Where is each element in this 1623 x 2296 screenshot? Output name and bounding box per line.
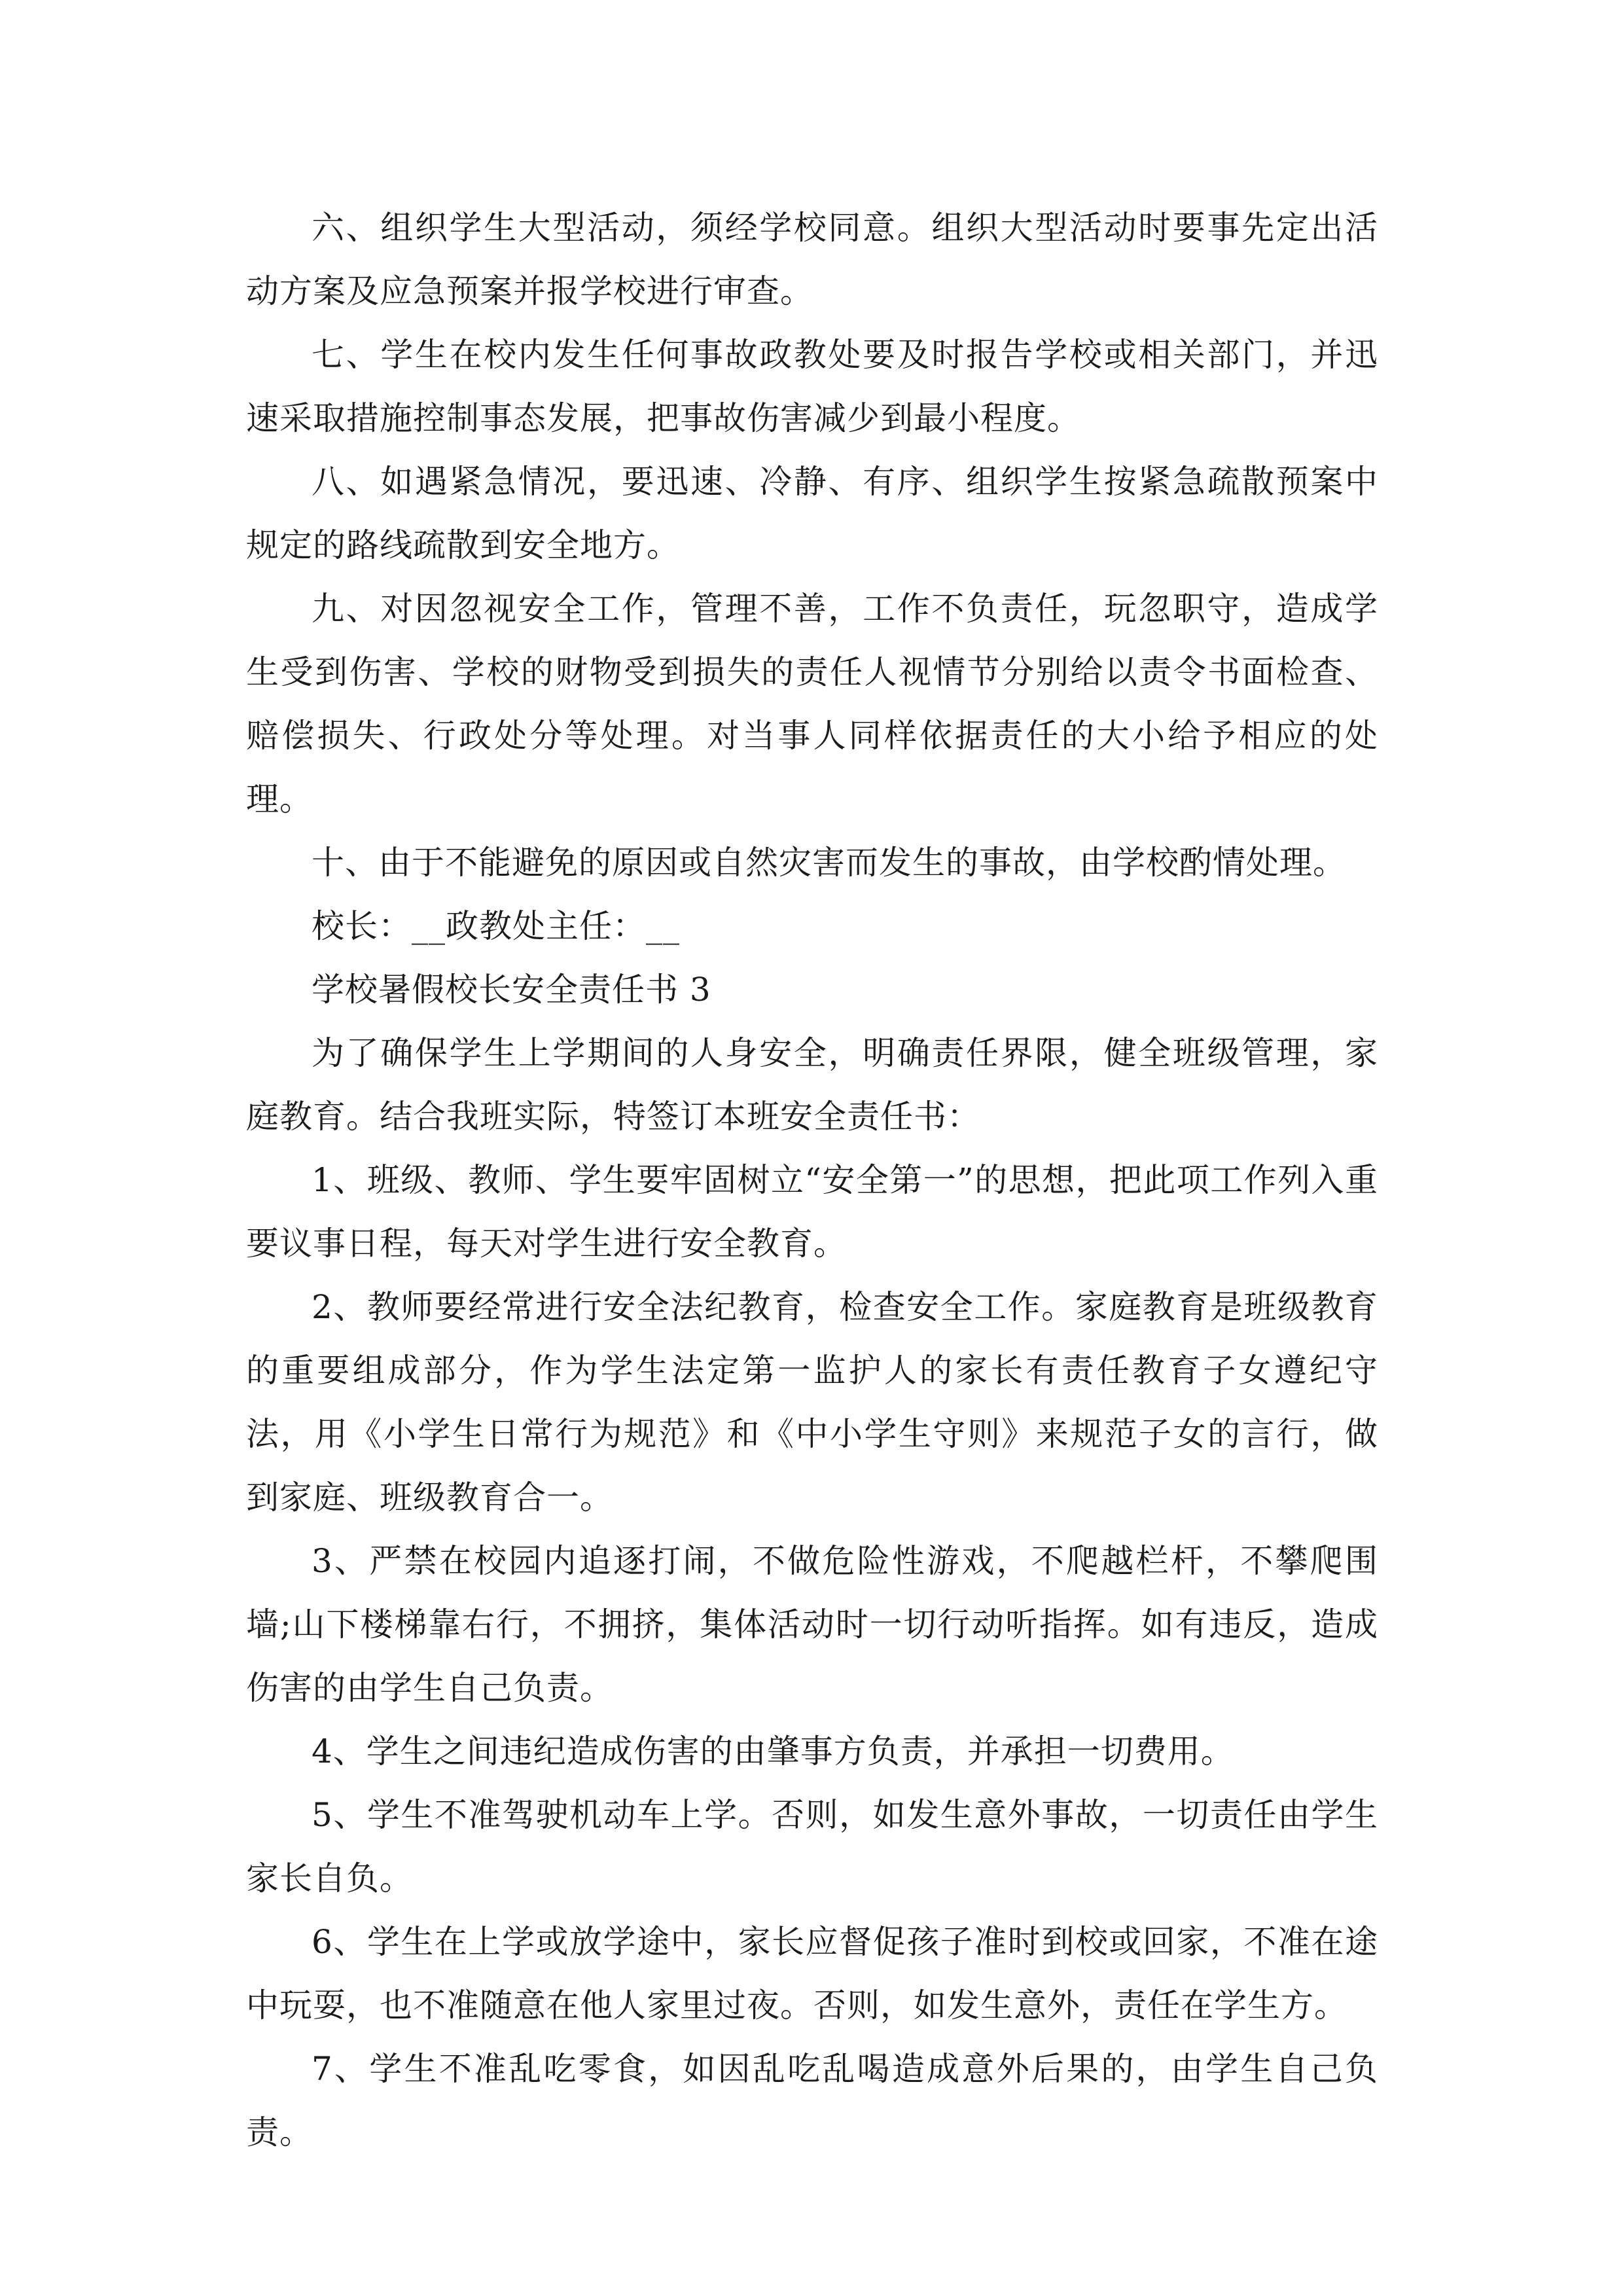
list-item-7: 7、学生不准乱吃零食，如因乱吃乱喝造成意外后果的，由学生自己负责。 (246, 2050, 1378, 2151)
list-item-3: 3、严禁在校园内追逐打闹，不做危险性游戏，不爬越栏杆，不攀爬围墙;山下楼梯靠右行，不拥挤，集体活动时一切行动听指挥。如有违反，造成伤害的由学生自己负责。 (246, 1542, 1378, 1707)
list-item-5: 5、学生不准驾驶机动车上学。否则，如发生意外事故，一切责任由学生家长自负。 (246, 1796, 1378, 1897)
list-item-4: 4、学生之间违纪造成伤害的由肇事方负责，并承担一切费用。 (312, 1732, 1234, 1770)
signature-line: 校长：__政教处主任：__ (312, 907, 680, 945)
section-title: 学校暑假校长安全责任书 3 (312, 971, 711, 1009)
list-item-6: 6、学生在上学或放学途中，家长应督促孩子准时到校或回家，不准在途中玩耍，也不准随意在他人家里过夜。否则，如发生意外，责任在学生方。 (246, 1923, 1378, 2024)
document-body (246, 196, 1378, 2164)
paragraph-item-9: 九、对因忽视安全工作，管理不善，工作不负责任，玩忽职守，造成学生受到伤害、学校的财物受到损失的责任人视情节分别给以责令书面检查、赔偿损失、行政处分等处理。对当事人同样依据责任的大小给予相应的处理。 (246, 590, 1378, 818)
paragraph-item-7: 七、学生在校内发生任何事故政教处要及时报告学校或相关部门，并迅速采取措施控制事态发展，把事故伤害减少到最小程度。 (246, 336, 1378, 437)
paragraph-item-10: 十、由于不能避免的原因或自然灾害而发生的事故，由学校酌情处理。 (312, 844, 1346, 882)
paragraph-item-8: 八、如遇紧急情况，要迅速、冷静、有序、组织学生按紧急疏散预案中规定的路线疏散到安全地方。 (246, 463, 1378, 564)
paragraph-item-6: 六、组织学生大型活动，须经学校同意。组织大型活动时要事先定出活动方案及应急预案并报学校进行审查。 (246, 209, 1378, 310)
intro-paragraph: 为了确保学生上学期间的人身安全，明确责任界限，健全班级管理，家庭教育。结合我班实际，特签订本班安全责任书： (246, 1034, 1378, 1136)
list-item-2: 2、教师要经常进行安全法纪教育，检查安全工作。家庭教育是班级教育的重要组成部分，作为学生法定第一监护人的家长有责任教育子女遵纪守法，用《小学生日常行为规范》和《中小学生守则》来规范子女的言行，做到家庭、班级教育合一。 (246, 1288, 1378, 1516)
list-item-1: 1、班级、教师、学生要牢固树立“安全第一”的思想，把此项工作列入重要议事日程，每天对学生进行安全教育。 (246, 1161, 1378, 1263)
